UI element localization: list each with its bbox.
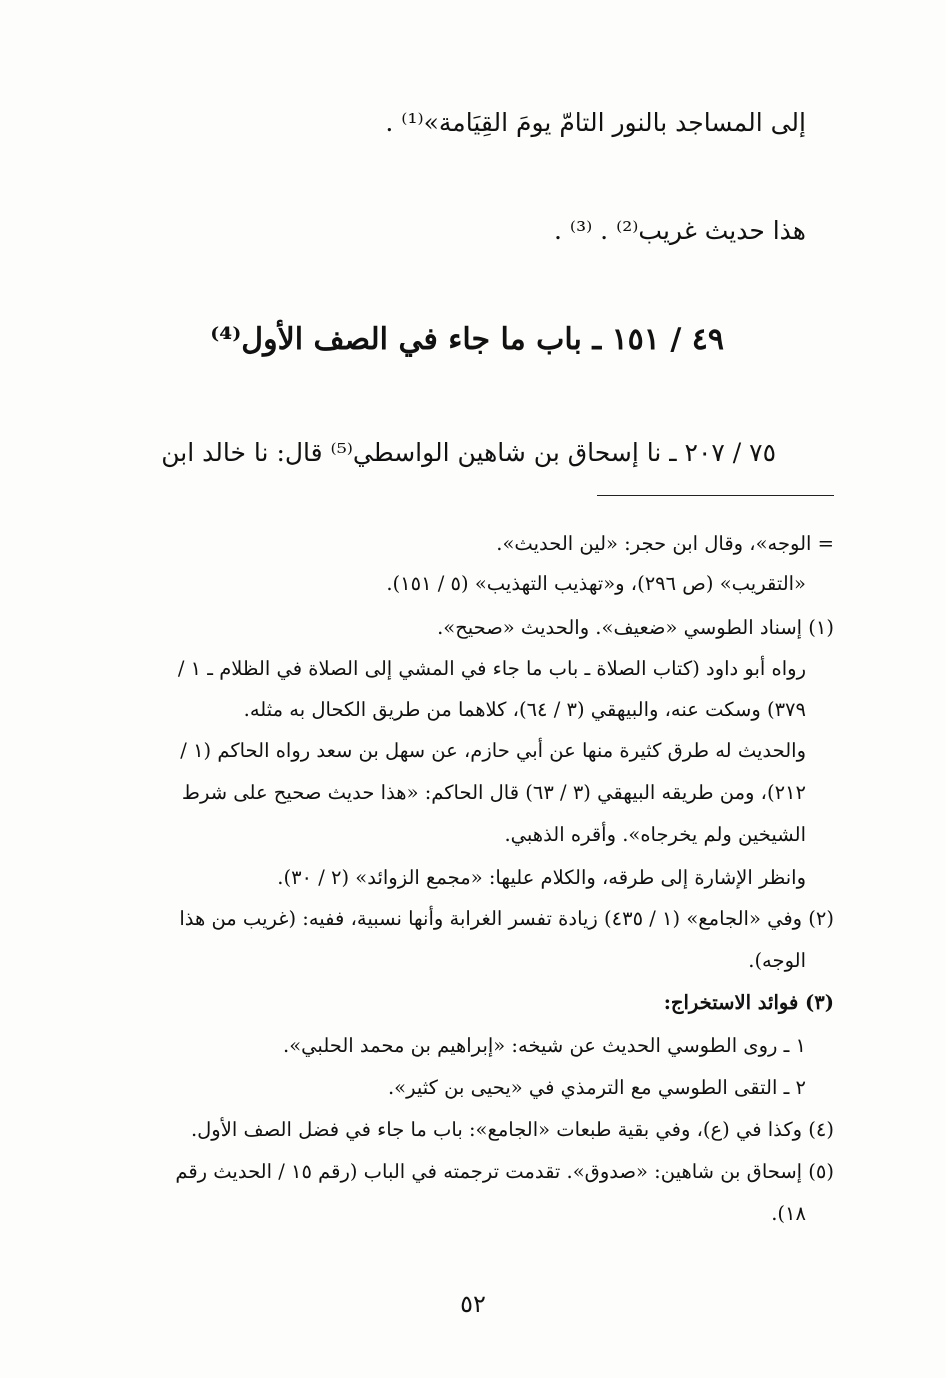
footnote-1: (١) إسناد الطوسي «ضعيف». والحديث «صحيح».	[437, 616, 834, 639]
footnote-3: (٣) فوائد الاستخراج:	[663, 991, 834, 1014]
footnote-2: (٢) وفي «الجامع» (١ / ٤٣٥) زيادة تفسر الغرابة وأنها نسبية، ففيه: (غريب من هذا	[179, 907, 834, 930]
footnote-1-line-6: الشيخين ولم يخرجاه». وأقره الذهبي.	[504, 823, 806, 846]
footnote-1-line-4: والحديث له طرق كثيرة منها عن أبي حازم، عن سهل بن سعد رواه الحاكم (١ /	[180, 739, 806, 762]
body-line-1: إلى المساجد بالنور التامّ يومَ القِيَامة»⁽¹⁾ .	[385, 108, 806, 137]
body-line-3: ٧٥ / ٢٠٧ ـ نا إسحاق بن شاهين الواسطي⁽⁵⁾ قال: نا خالد ابن	[161, 438, 776, 467]
footnote-1-line-5: ٢١٢)، ومن طريقه البيهقي (٣ / ٦٣) قال الحاكم: «هذا حديث صحيح على شرط	[181, 781, 806, 804]
footnote-1-line-3: ٣٧٩) وسكت عنه، والبيهقي (٣ / ٦٤)، كلاهما من طريق الكحال به مثله.	[243, 698, 806, 721]
footnote-5: (٥) إسحاق بن شاهين: «صدوق». تقدمت ترجمته في الباب (رقم ١٥ / الحديث رقم	[175, 1160, 834, 1183]
footnote-1-line-2: رواه أبو داود (كتاب الصلاة ـ باب ما جاء في المشي إلى الصلاة في الظلام ـ ١ /	[177, 657, 806, 680]
footnote-4: (٤) وكذا في (ع)، وفي بقية طبعات «الجامع»: باب ما جاء في فضل الصف الأول.	[190, 1118, 834, 1141]
chapter-heading: ٤٩ / ١٥١ ـ باب ما جاء في الصف الأول⁽⁴⁾	[210, 322, 724, 357]
footnote-3-line-3: ٢ ـ التقى الطوسي مع الترمذي في «يحيى بن كثير».	[387, 1076, 806, 1099]
footnote-separator	[597, 495, 834, 496]
footnote-5-line-2: ١٨).	[771, 1202, 806, 1225]
footnote-continuation-2: «التقريب» (ص ٢٩٦)، و«تهذيب التهذيب» (٥ / ١٥١).	[386, 572, 806, 595]
footnote-continuation-1: = الوجه»، وقال ابن حجر: «لين الحديث».	[496, 532, 834, 555]
footnote-1-line-7: وانظر الإشارة إلى طرقه، والكلام عليها: «مجمع الزوائد» (٢ / ٣٠).	[277, 866, 806, 889]
footnote-3-line-2: ١ ـ روى الطوسي الحديث عن شيخه: «إبراهيم بن محمد الحلبي».	[283, 1034, 806, 1057]
page-number: ٥٢	[460, 1290, 486, 1318]
footnote-2-line-2: الوجه).	[748, 949, 806, 972]
body-line-2: هذا حديث غريب⁽²⁾ . ⁽³⁾ .	[554, 216, 806, 245]
